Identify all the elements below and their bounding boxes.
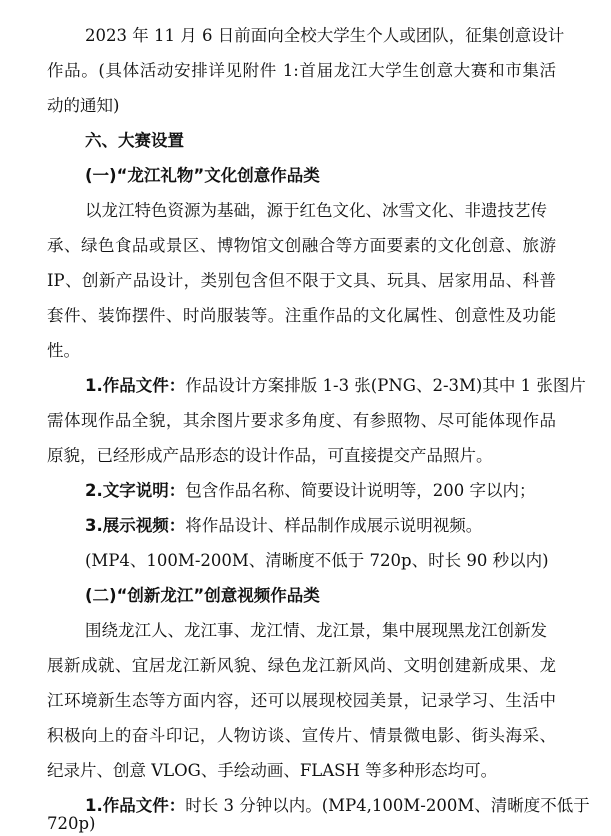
text-line: 动的通知) (47, 96, 120, 115)
text-line: 720p) (47, 814, 96, 833)
text-line: 积极向上的奋斗印记，人物访谈、宣传片、情景微电影、街头海采、 (47, 726, 556, 745)
subsection-heading: (二)“创新龙江”创意视频作品类 (85, 586, 320, 605)
text-line: 展新成就、宜居龙江新风貌、绿色龙江新风尚、文明创建新成果、龙 (47, 656, 556, 675)
text-line: 需体现作品全貌，其余图片要求多角度、有参照物、尽可能体现作品 (47, 411, 556, 430)
item-label: 2.文字说明： (85, 481, 186, 500)
text-line: 纪录片、创意 VLOG、手绘动画、FLASH 等多种形态均可。 (47, 761, 498, 780)
item-text: 作品设计方案排版 1-3 张(PNG、2-3M)其中 1 张图片 (185, 376, 586, 395)
item-text: 包含作品名称、简要设计说明等，200 字以内； (185, 481, 536, 500)
text-line: 以龙江特色资源为基础，源于红色文化、冰雪文化、非遗技艺传 (85, 201, 547, 220)
text-line: 2023 年 11 月 6 日前面向全校大学生个人或团队，征集创意设计 (85, 26, 565, 45)
text-line: 围绕龙江人、龙江事、龙江情、龙江景，集中展现黑龙江创新发 (85, 621, 547, 640)
item-label: 3.展示视频： (85, 516, 186, 535)
text-line: (MP4、100M-200M、清晰度不低于 720p、时长 90 秒以内) (85, 551, 549, 570)
text-line: 性。 (47, 341, 80, 360)
text-line: 套件、装饰摆件、时尚服装等。注重作品的文化属性、创意性及功能 (47, 306, 556, 325)
text-line: IP、创新产品设计，类别包含但不限于文具、玩具、居家用品、科普 (47, 271, 556, 290)
text-line: 江环境新生态等方面内容，还可以展现校园美景，记录学习、生活中 (47, 691, 556, 710)
text-line: 承、绿色食品或景区、博物馆文创融合等方面要素的文化创意、旅游 (47, 236, 556, 255)
item-label: 1.作品文件： (85, 796, 186, 815)
item-text: 将作品设计、样品制作成展示说明视频。 (185, 516, 483, 535)
list-item (85, 514, 611, 538)
item-text: 时长 3 分钟以内。(MP4,100M-200M、清晰度不低于 (185, 796, 590, 815)
subsection-heading: (一)“龙江礼物”文化创意作品类 (85, 166, 320, 185)
item-label: 1.作品文件： (85, 376, 186, 395)
text-line: 原貌，已经形成产品形态的设计作品，可直接提交产品照片。 (47, 446, 493, 465)
text-line: 作品。(具体活动安排详见附件 1:首届龙江大学生创意大赛和市集活 (47, 61, 556, 80)
list-item (85, 374, 611, 398)
section-heading: 六、大赛设置 (85, 131, 184, 150)
list-item (85, 479, 611, 503)
